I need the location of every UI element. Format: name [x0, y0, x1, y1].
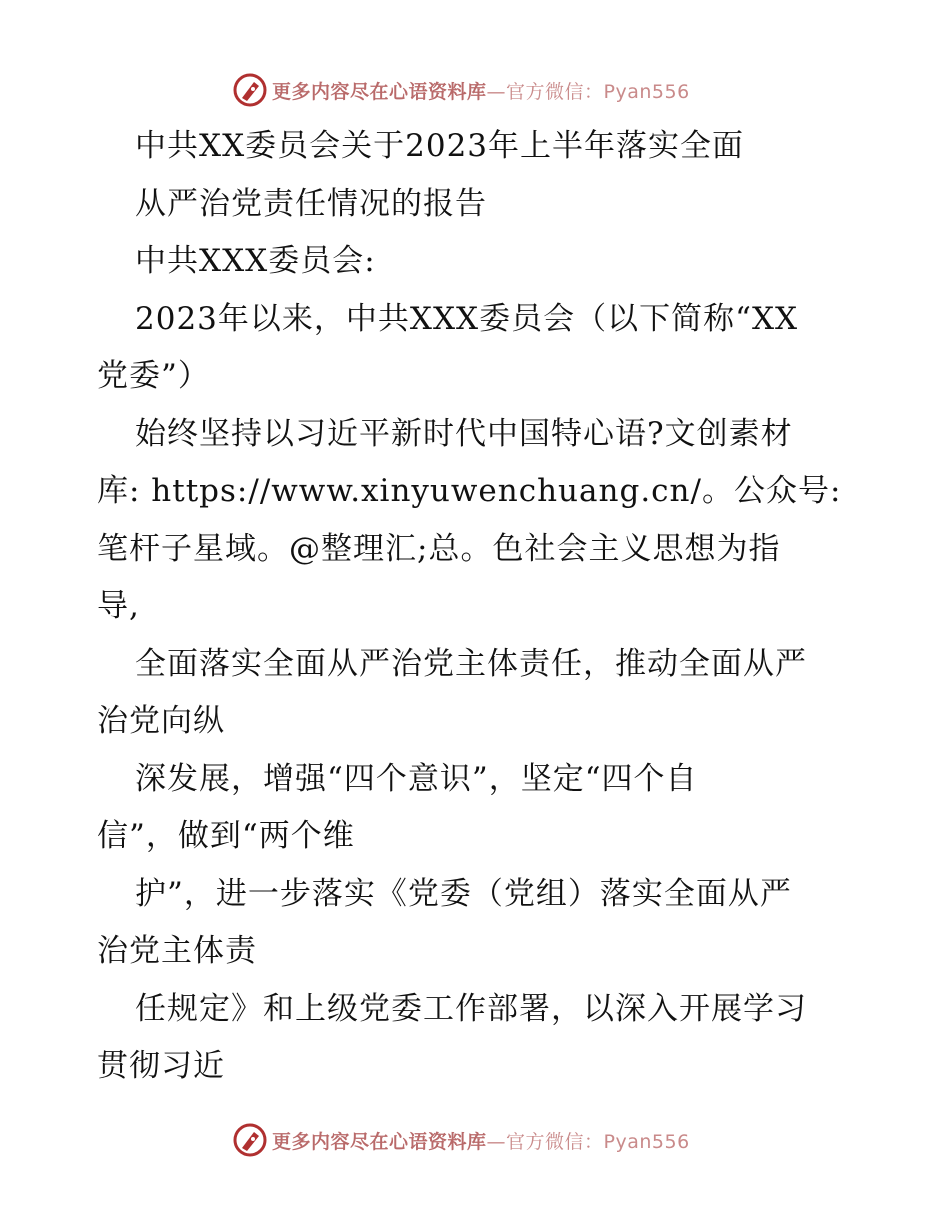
paragraph-line: 信”，做到“两个维: [97, 818, 355, 854]
paragraph-line: 深发展，增强“四个意识”，坚定“四个自: [135, 760, 698, 797]
paragraph-line: 治党向纵: [97, 703, 225, 739]
paragraph-line: 治党主体责: [97, 933, 257, 969]
pen-nib-circle-icon: [232, 1122, 268, 1158]
banner-separator: —: [486, 80, 507, 103]
footer-watermark-banner: [232, 1120, 690, 1160]
report-title-line-2: 从严治党责任情况的报告: [135, 185, 487, 222]
report-title-line-1: 中共XX委员会关于2023年上半年落实全面: [135, 128, 745, 164]
banner-wechat: 官方微信：Pyan556: [506, 80, 690, 103]
pen-nib-circle-icon: [232, 72, 268, 108]
banner-tagline: 更多内容尽在心语资料库: [272, 1130, 487, 1153]
banner-separator: —: [486, 1130, 507, 1153]
paragraph-line: 贯彻习近: [97, 1048, 225, 1084]
salutation: 中共XXX委员会:: [135, 243, 376, 279]
banner-wechat: 官方微信：Pyan556: [506, 1130, 690, 1153]
paragraph-line: 党委”）: [97, 358, 210, 394]
document-body: [97, 118, 857, 1096]
banner-tagline: 更多内容尽在心语资料库: [272, 80, 487, 103]
paragraph-line: 始终坚持以习近平新时代中国特心语?文创素材: [135, 415, 793, 452]
paragraph-line: 笔杆子星域。@整理汇;总。色社会主义思想为指: [97, 530, 781, 567]
paragraph-line: 库: https://www.xinyuwenchuang.cn/。公众号:: [97, 473, 842, 509]
paragraph-line: 护”，进一步落实《党委（党组）落实全面从严: [135, 875, 792, 912]
paragraph-line: 导,: [97, 588, 140, 624]
paragraph-line: 2023年以来，中共XXX委员会（以下简称“XX: [135, 300, 799, 337]
paragraph-line: 任规定》和上级党委工作部署，以深入开展学习: [135, 990, 807, 1027]
paragraph-line: 全面落实全面从严治党主体责任，推动全面从严: [135, 645, 807, 682]
header-watermark-banner: [232, 70, 690, 110]
